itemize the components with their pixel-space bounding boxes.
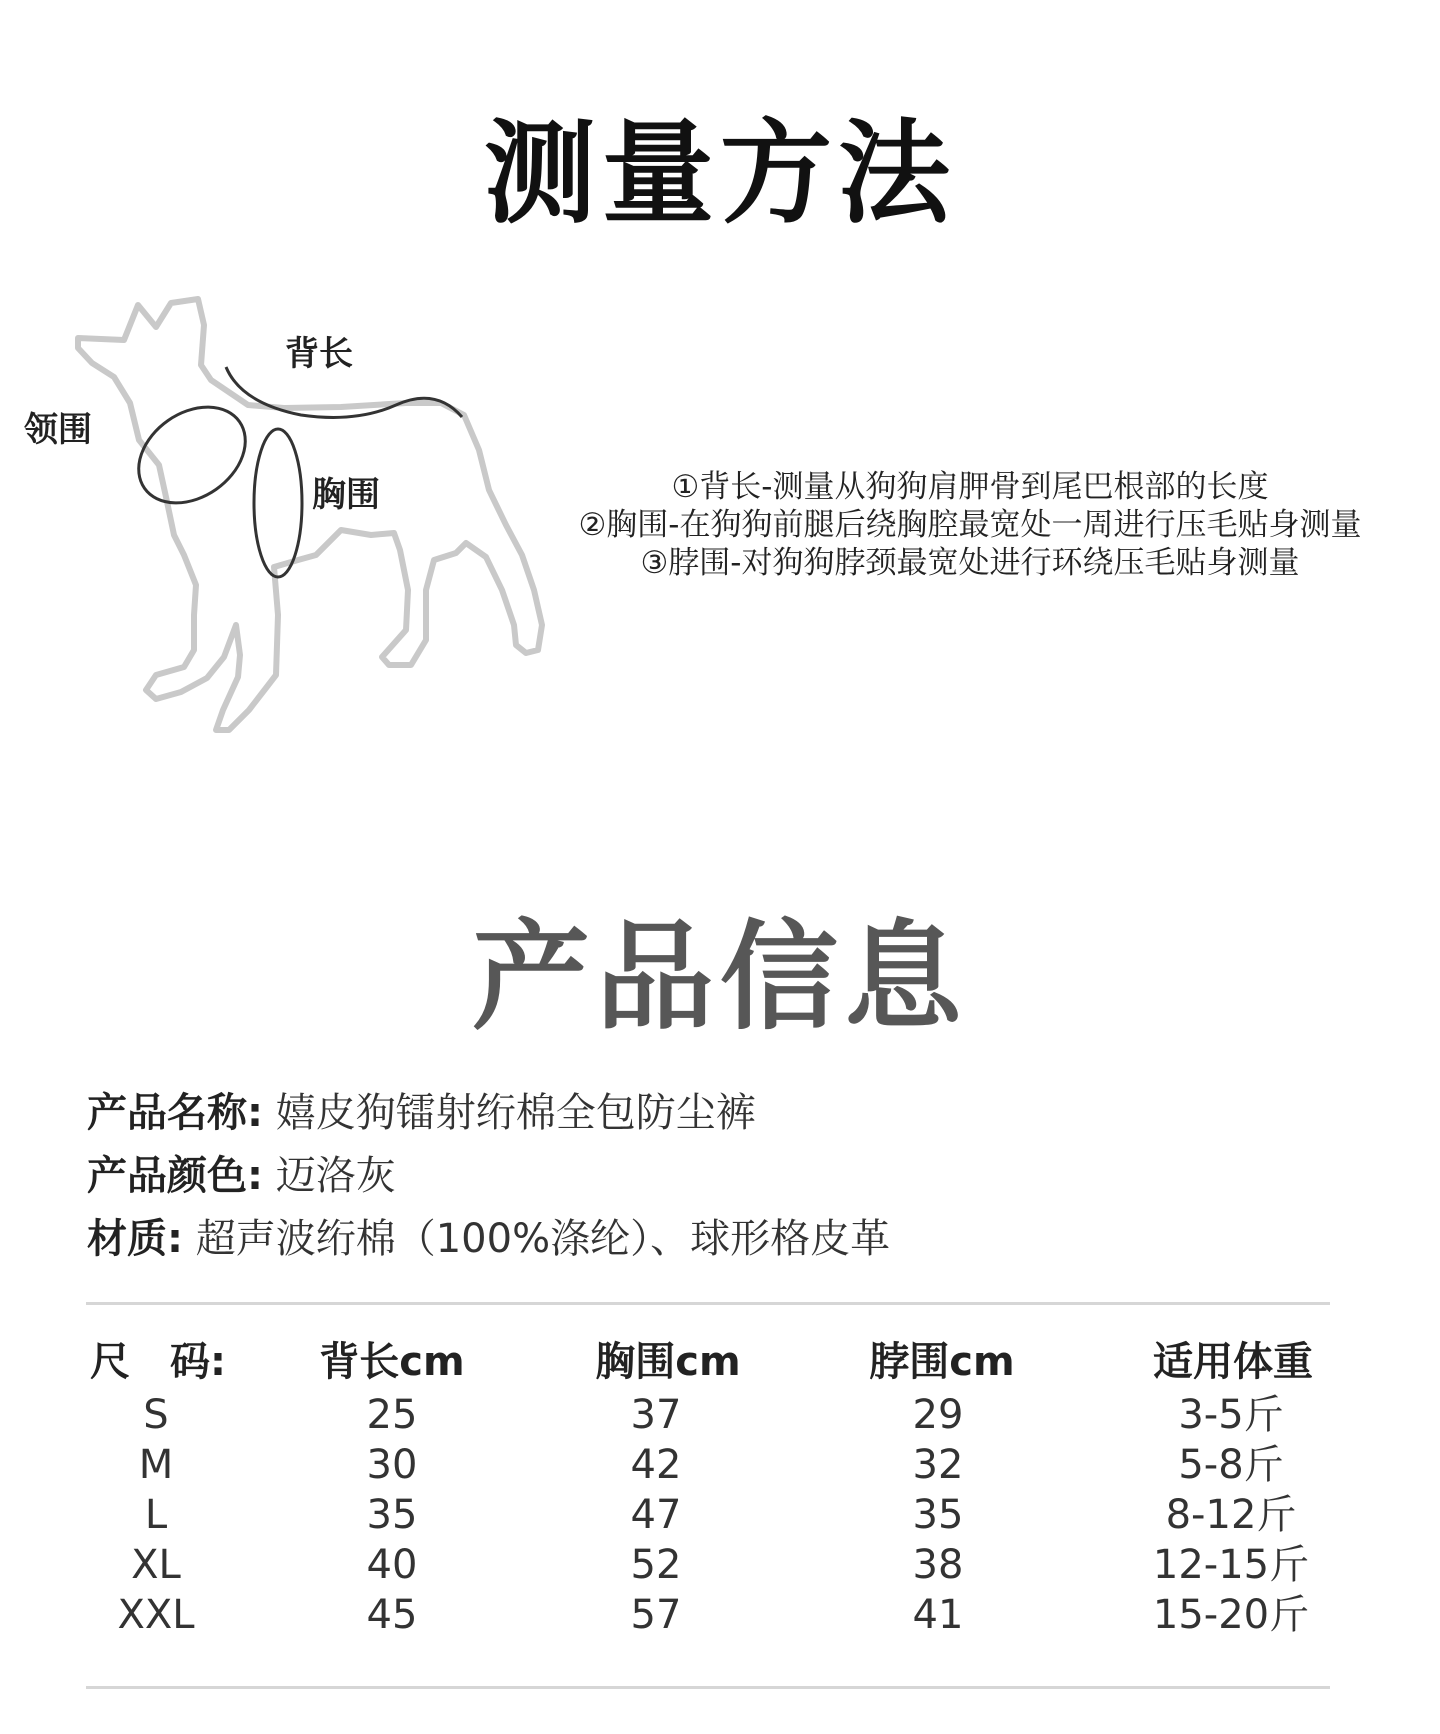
row-s-size: S — [143, 1392, 169, 1438]
row-l-back: 35 — [366, 1492, 418, 1538]
row-xl-back: 40 — [366, 1542, 418, 1588]
row-m-neck: 32 — [912, 1442, 964, 1488]
row-xl-size: XL — [131, 1542, 181, 1588]
product-name-label: 产品名称: — [87, 1090, 263, 1136]
instruction-1: ①背长-测量从狗狗肩胛骨到尾巴根部的长度 — [671, 469, 1269, 505]
measure-title: 测量方法 — [484, 109, 956, 239]
label-chest: 胸围 — [312, 475, 380, 515]
product-name-value: 嬉皮狗镭射绗棉全包防尘裤 — [275, 1090, 756, 1136]
product-color-label: 产品颜色: — [87, 1153, 263, 1199]
row-m-back: 30 — [366, 1442, 418, 1488]
row-s-neck: 29 — [912, 1392, 964, 1438]
info-title: 产品信息 — [471, 908, 968, 1046]
header-size: 尺 码: — [90, 1339, 226, 1385]
header-weight: 适用体重 — [1153, 1339, 1313, 1385]
row-xxl-weight: 15-20斤 — [1152, 1592, 1310, 1638]
header-neck: 脖围cm — [869, 1339, 1015, 1385]
row-xxl-size: XXL — [117, 1592, 195, 1638]
material-label: 材质: — [87, 1216, 183, 1262]
row-s-weight: 3-5斤 — [1178, 1392, 1284, 1438]
row-m-size: M — [138, 1442, 174, 1488]
product-color-value: 迈洛灰 — [275, 1153, 396, 1199]
instruction-2: ②胸围-在狗狗前腿后绕胸腔最宽处一周进行压毛贴身测量 — [578, 507, 1362, 543]
row-xxl-back: 45 — [366, 1592, 418, 1638]
header-chest: 胸围cm — [595, 1339, 741, 1385]
row-l-weight: 8-12斤 — [1165, 1492, 1297, 1538]
instruction-3: ③脖围-对狗狗脖颈最宽处进行环绕压毛贴身测量 — [640, 545, 1300, 581]
row-s-chest: 37 — [630, 1392, 682, 1438]
header-back-length: 背长cm — [319, 1339, 465, 1385]
row-xl-chest: 52 — [630, 1542, 682, 1588]
row-l-size: L — [144, 1492, 168, 1538]
row-xl-weight: 12-15斤 — [1152, 1542, 1310, 1588]
row-xxl-neck: 41 — [912, 1592, 964, 1638]
row-xxl-chest: 57 — [630, 1592, 682, 1638]
row-m-weight: 5-8斤 — [1178, 1442, 1284, 1488]
label-back-length: 背长 — [285, 334, 353, 374]
row-xl-neck: 38 — [912, 1542, 964, 1588]
label-collar: 领围 — [24, 410, 92, 450]
row-m-chest: 42 — [630, 1442, 682, 1488]
row-l-neck: 35 — [912, 1492, 964, 1538]
row-l-chest: 47 — [630, 1492, 682, 1538]
row-s-back: 25 — [366, 1392, 418, 1438]
divider-bottom — [86, 1686, 1330, 1689]
material-value: 超声波绗棉（100%涤纶）、球形格皮革 — [195, 1216, 891, 1262]
